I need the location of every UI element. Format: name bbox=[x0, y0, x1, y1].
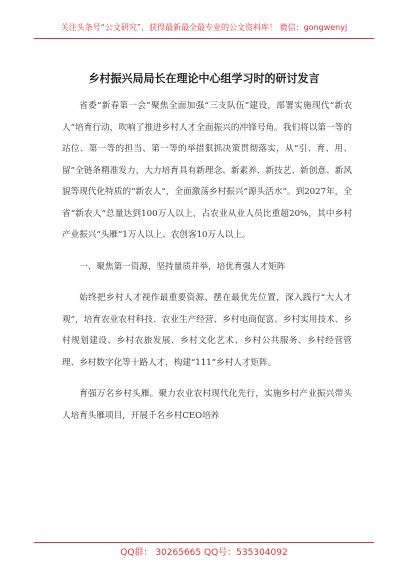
document-title: 乡村振兴局局长在理论中心组学习时的研讨发言 bbox=[88, 72, 320, 85]
footer-contact: QQ群： 30265665 QQ号：535304092 bbox=[120, 548, 288, 558]
body-paragraph: 省委“新春第一会”聚焦全面加强“三支队伍”建设，部署实施现代“新农人”培育行动，吹响了推进乡村人才全面振兴的冲锋号角。我们将以第一等的站位、第一等的担当、第一等的举措狠抓决策贯彻落实，从“引、育、用、留”全链条精准发力，大力培育具有新理念、新素养、新技艺、新创意、新风貌等现代化特质的“新农人”，全面激荡乡村振兴“源头活水”。到2027年，全省“新农人”总量达到100万人以上，占农业从业人员比重超20%，其中乡村产业振兴“头雁”1万人以上、农创客10万人以上。 bbox=[62, 101, 352, 240]
section-heading: 一、聚焦第一资源，坚持量质并举，培优育强人才矩阵 bbox=[79, 261, 286, 272]
header-banner: 关注头条号“公文研究”，获得最新最全最专业的公文资料库！ 微信：gongwenyj bbox=[60, 23, 348, 32]
footer-divider bbox=[34, 542, 374, 543]
body-paragraph: 育强万名乡村头雁。聚力农业农村现代化先行，实施乡村产业振兴带头人培育头雁项目，开展千名乡村CEO培养 bbox=[62, 389, 352, 421]
document-body bbox=[62, 96, 352, 427]
header-divider bbox=[34, 38, 374, 39]
body-paragraph: 始终把乡村人才视作最重要资源、摆在最优先位置，深入践行“大人才观”，培育农业农村科技、农业生产经营、乡村电商促富、乡村实用技术、乡村规划建设、乡村农旅发展、乡村文化艺术、乡村公共服务、乡村经营管理、乡村数字化等十路人才，构建“111”乡村人才矩阵。 bbox=[62, 293, 352, 368]
